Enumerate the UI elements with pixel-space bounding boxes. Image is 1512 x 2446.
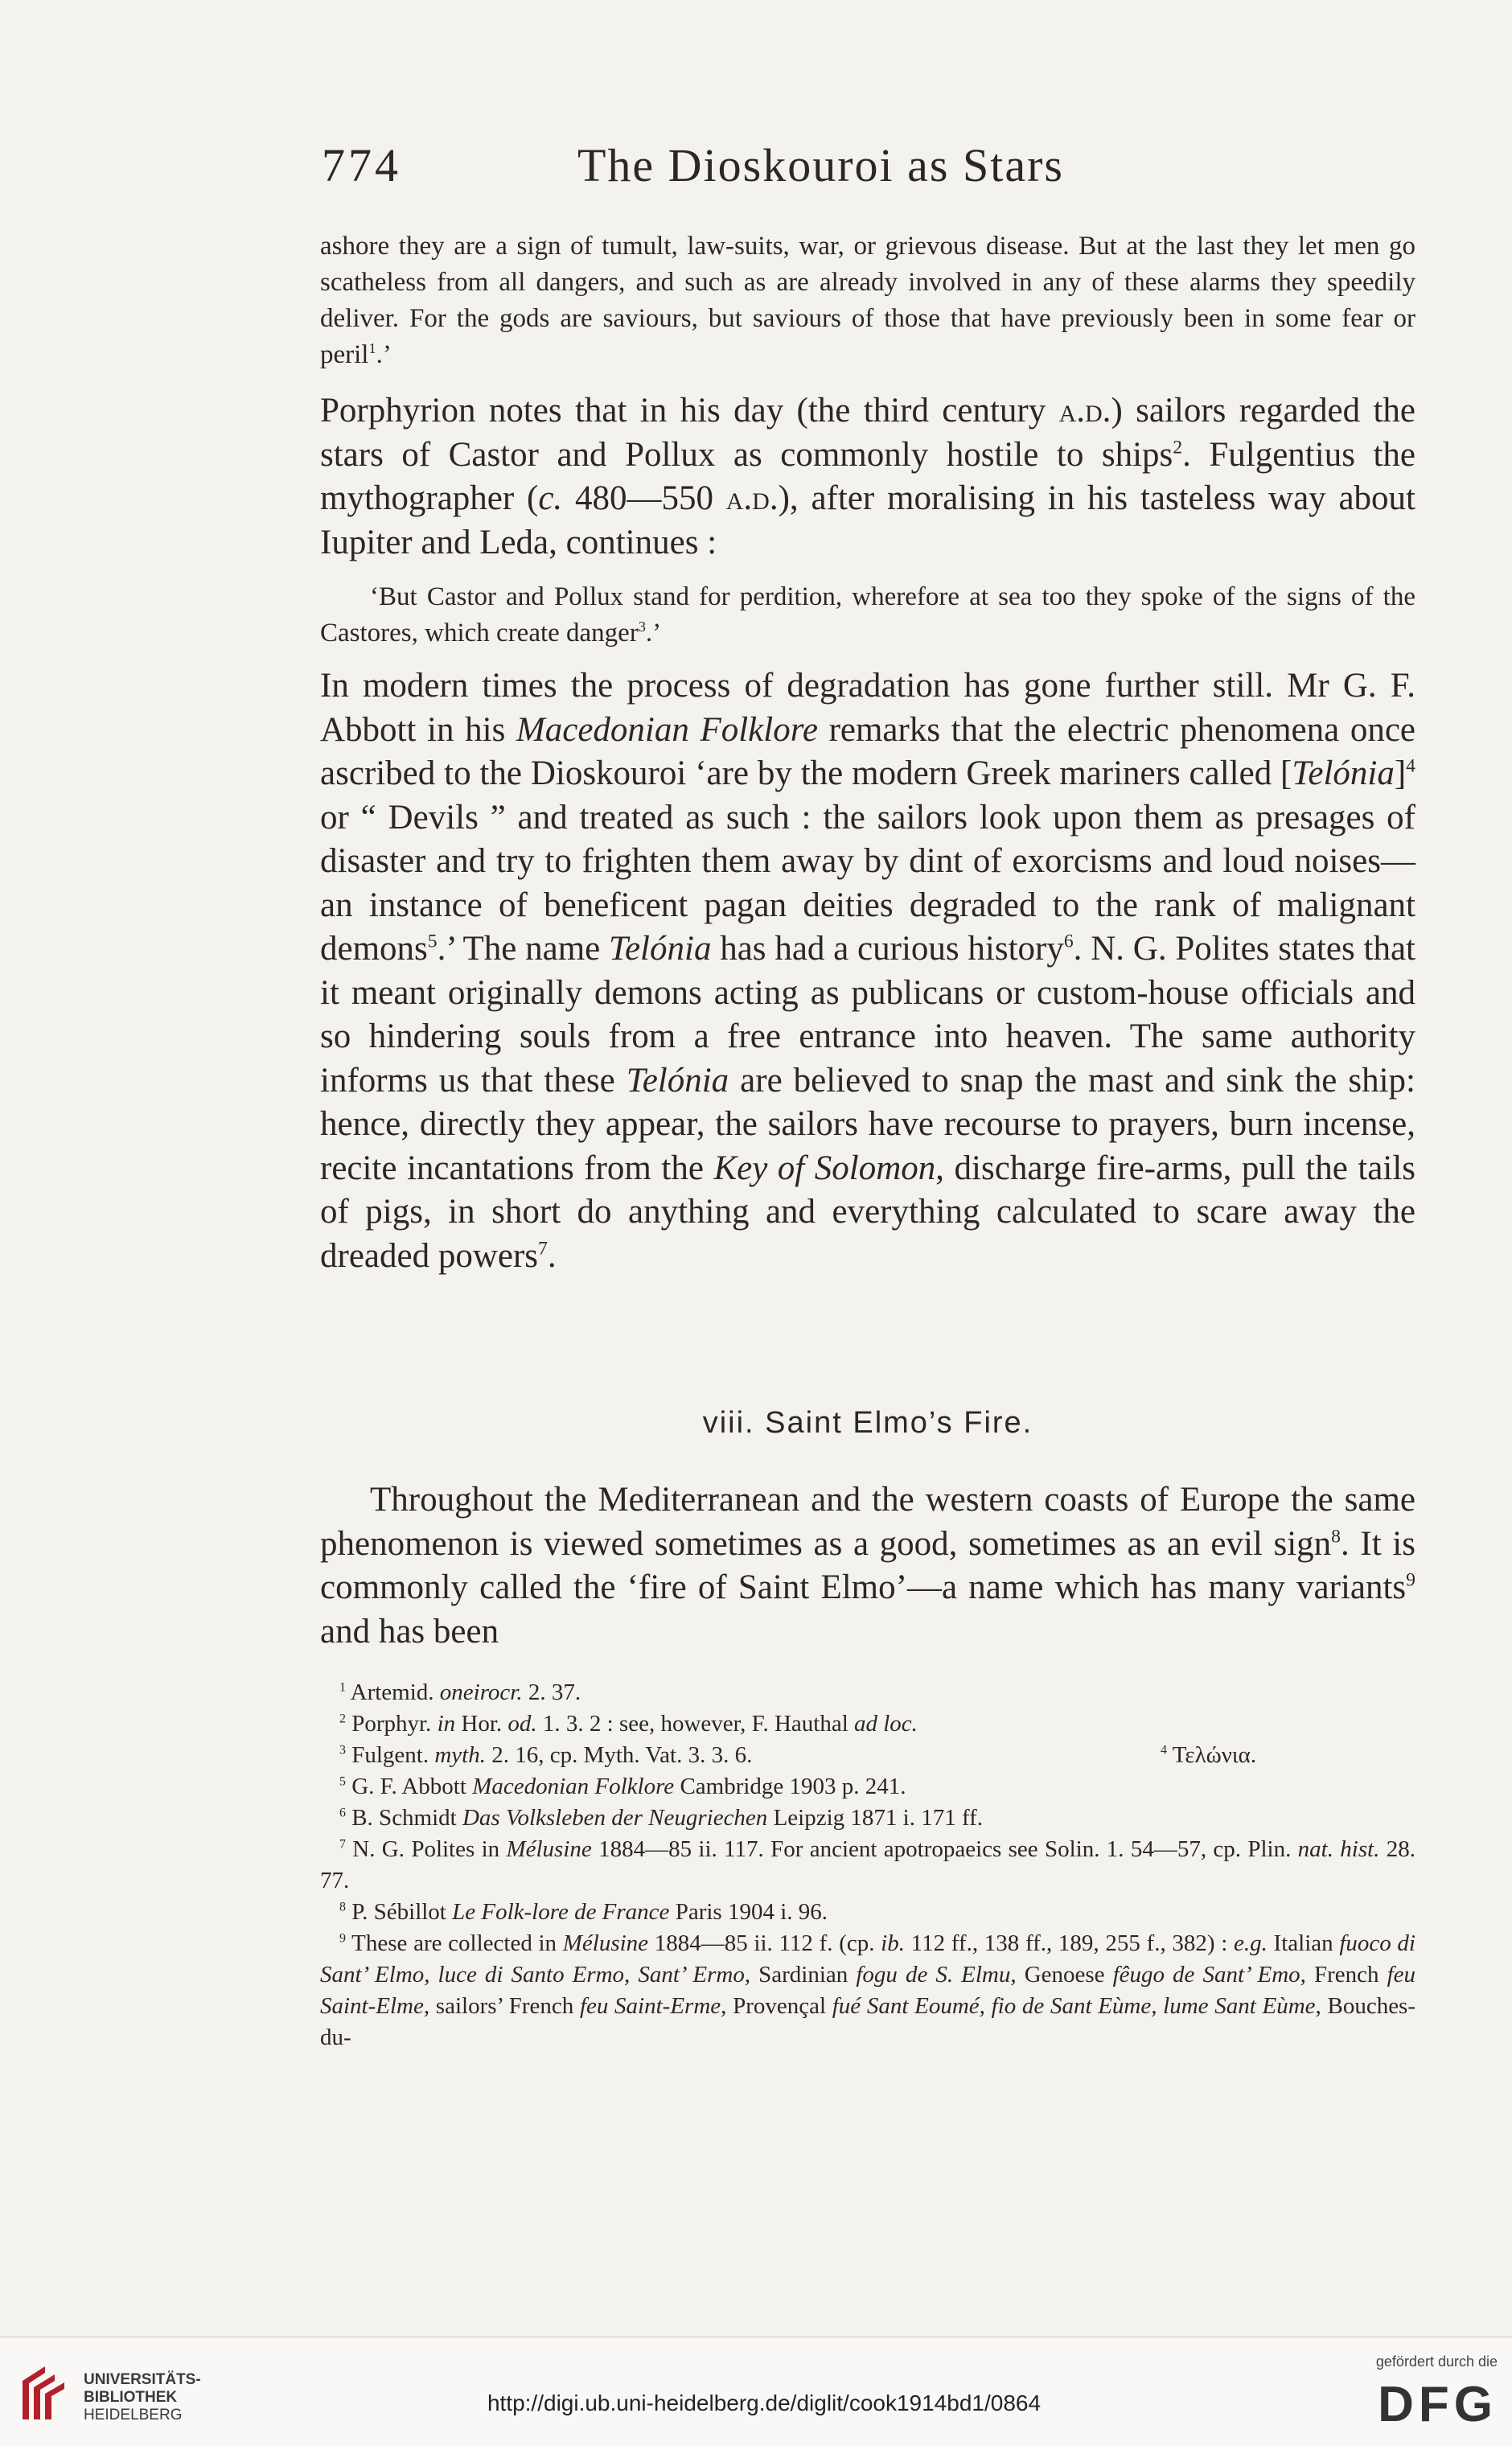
paragraph-porphyrion: Porphyrion notes that in his day (the third century a.d.) sailors regarded the stars of Castor and Pollux as commonly hostile to ships$^2$. Fulgentius the mythographer (c. 480—550 a.d.), after moralising in his tasteless way about Iupiter and Leda, continues : <box>320 392 1416 561</box>
dfg-logo: DFG <box>1378 2377 1498 2432</box>
footnote-ref-7[interactable]: 7 <box>538 1238 548 1260</box>
footnote-8: $^8$ P. Sébillot Le Folk-lore de France Paris 1904 i. 96. <box>339 1899 828 1925</box>
library-logo-icon <box>18 2363 66 2421</box>
footnote-ref-5[interactable]: 5 <box>427 931 438 952</box>
footnote-ref-8[interactable]: 8 <box>1331 1526 1341 1548</box>
footnote-ref-1[interactable]: 1 <box>368 340 376 356</box>
footnote-7: $^7$ N. G. Polites in Mélusine 1884—85 ii. 117. For ancient apotropaeics see Solin. 1. 54—57, cp. Plin. nat. hist. 28. 77. <box>320 1836 1416 1893</box>
footnotes <box>320 1677 1415 2053</box>
footnote-2: $^2$ Porphyr. in Hor. od. 1. 3. 2 : see, however, F. Hauthal ad loc. <box>339 1711 918 1737</box>
footnote-3: $^3$ Fulgent. myth. 2. 16, cp. Myth. Vat. 3. 3. 6. $^4$ Τελώνια. <box>320 1740 1415 1771</box>
footnote-ref-9[interactable]: 9 <box>1406 1569 1415 1591</box>
running-title: The Dioskouroi as Stars <box>577 139 1064 191</box>
footnote-ref-4[interactable]: 4 <box>1406 755 1415 777</box>
section-heading: viii. Saint Elmo’s Fire. <box>702 1406 1033 1440</box>
page-number: 774 <box>322 139 401 191</box>
footnote-6: $^6$ B. Schmidt Das Volksleben der Neugriechen Leipzig 1871 i. 171 ff. <box>339 1805 983 1831</box>
running-header <box>322 138 1448 203</box>
library-name: UNIVERSITÄTS- BIBLIOTHEK HEIDELBERG <box>84 2371 201 2423</box>
paragraph-modern-times: In modern times the process of degradation has gone further still. Mr G. F. Abbott in his Macedonian Folklore remarks that the electric phenomena once ascribed to the Dioskouroi ‘are by the modern Greek mariners called [Telónia]$^4$ or “ Devils ” and treated as such : the sailors look upon them as presages of disaster and try to frighten them away by dint of exorcisms and loud noises—an instance of beneficent pagan deities degraded to the rank of malignant demons$^5$.’ The name Telónia has had a curious history$^6$. N. G. Polites states that it meant originally demons acting as publicans or custom-house officials and so hindering souls from a free entrance into heaven. The same authority informs us that these Telónia are believed to snap the mast and sink the ship: hence, directly they appear, the sailors have recourse to prayers, burn incense, recite incantations from the Key of Solomon, discharge fire-arms, pull the tails of pigs, in short do anything and everything calculated to scare away the dreaded powers$^7$. <box>320 667 1416 1275</box>
paragraph-saint-elmo: Throughout the Mediterranean and the western coasts of Europe the same phenomenon is viewed sometimes as a good, sometimes as an evil sign$^8$. It is commonly called the ‘fire of Saint Elmo’—a name which has many variants$^9$ and has been <box>320 1481 1415 1651</box>
footnote-5: $^5$ G. F. Abbott Macedonian Folklore Cambridge 1903 p. 241. <box>339 1774 906 1799</box>
quote-block-2: ‘But Castor and Pollux stand for perdition, wherefore at sea too they spoke of the signs of the Castores, which create danger$^3$.’ <box>320 582 1415 647</box>
funding-note: gefördert durch die <box>1375 2354 1498 2370</box>
footnote-4: $^4$ Τελώνια. <box>1161 1742 1257 1768</box>
footnote-9: $^9$ These are collected in Mélusine 1884—85 ii. 112 f. (cp. ib. 112 ff., 138 ff., 189, 255 f., 382) : e.g. Italian fuoco di Sant’ Elmo, luce di Santo Ermo, Sant’ Ermo, Sardinian fogu de S. Elmu, Genoese fêugo de Sant’ Emo, French feu Saint-Elme, sailors’ French feu Saint-Erme, Provençal fué Sant Eoumé, fio de Sant Eùme, lume Sant Eùme, Bouches-du- <box>320 1930 1416 2050</box>
quote-block-1: ashore they are a sign of tumult, law-suits, war, or grievous disease. But at the last they let men go scatheless from all dangers, and such as are already involved in any of these alarms they speedily deliver. For the gods are saviours, but saviours of those that have previously been in some fear or peril$^1$.’ <box>320 232 1415 369</box>
footnote-1: $^1$ Artemid. oneirocr. 2. 37. <box>339 1679 581 1705</box>
footnote-ref-3[interactable]: 3 <box>638 619 646 635</box>
permalink-url[interactable]: http://digi.ub.uni-heidelberg.de/diglit/cook1914bd1/0864 <box>487 2391 1042 2415</box>
footnote-ref-2[interactable]: 2 <box>1173 437 1183 458</box>
viewer-footer <box>0 2337 1512 2446</box>
footnote-ref-6[interactable]: 6 <box>1063 931 1074 952</box>
